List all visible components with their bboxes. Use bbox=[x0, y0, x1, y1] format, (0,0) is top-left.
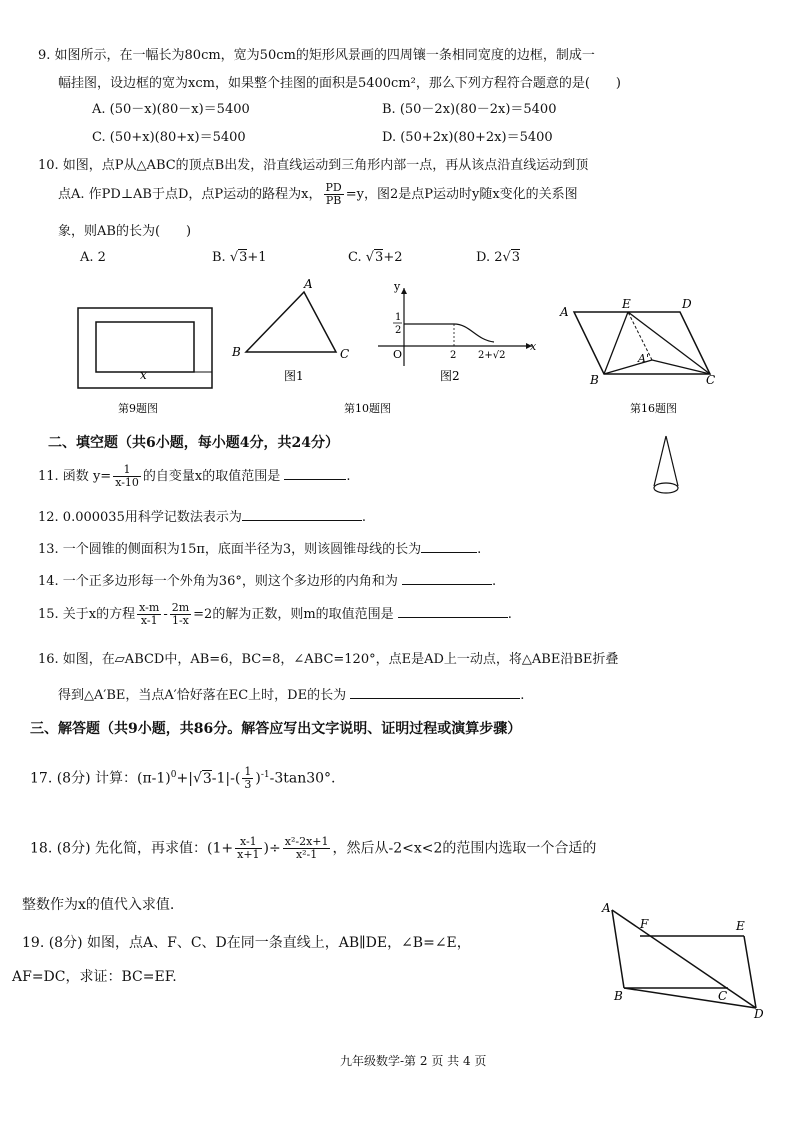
q10-stem-line3: 象，则AB的长为( ) bbox=[58, 224, 192, 239]
fig19-diagram bbox=[596, 896, 772, 1022]
page-footer: 九年级数学-第 2 页 共 4 页 bbox=[340, 1054, 487, 1068]
fig16-parallelogram bbox=[559, 297, 715, 387]
fig16-point-e: E bbox=[622, 297, 631, 311]
q9-option-d: D. (50+2x)(80+2x)＝5400 bbox=[382, 130, 553, 145]
fig10-caption-1: 图1 bbox=[284, 369, 304, 383]
fig16-point-a: A bbox=[560, 305, 569, 319]
fig19-point-f: F bbox=[640, 917, 649, 931]
q9-stem-line2: 幅挂图，设边框的宽为xcm，如果整个挂图的面积是5400cm²，那么下列方程符合题意的是( ) bbox=[58, 76, 621, 91]
fig10-point-b: B bbox=[232, 345, 241, 359]
fig16-point-a-prime: A' bbox=[638, 352, 649, 365]
fig10-point-a: A bbox=[304, 277, 313, 291]
fig10-triangle bbox=[231, 277, 349, 383]
q12: 12. 0.000035用科学记数法表示为 . bbox=[38, 510, 366, 525]
graph-half-den: 2 bbox=[395, 325, 402, 336]
q10-fraction: $\frac{PD}{PB}$ bbox=[325, 181, 342, 207]
fig16-point-b: B bbox=[590, 373, 599, 387]
q16-answer-blank[interactable] bbox=[350, 698, 520, 699]
q10-option-c: C. √3+2 bbox=[348, 250, 403, 265]
q18-line2: 整数作为x的值代入求值. bbox=[22, 897, 175, 913]
fig19-point-e: E bbox=[736, 919, 745, 933]
q19-line1: 19. (8分) 如图，点A、F、C、D在同一条直线上，AB∥DE，∠B=∠E， bbox=[22, 935, 471, 951]
q13-answer-blank[interactable] bbox=[421, 552, 477, 553]
q17: 17. (8分) 计算：$(\pi-1)^0+|√3-1|-$( $\frac{1}{3}$ )$^{-1}$-3tan30°. bbox=[30, 765, 336, 791]
figures-row bbox=[0, 276, 794, 426]
fig10-caption-2: 图2 bbox=[440, 369, 460, 383]
graph-origin: O bbox=[393, 348, 403, 361]
q9-option-a: A. (50－x)(80－x)＝5400 bbox=[92, 102, 250, 117]
q14-answer-blank[interactable] bbox=[402, 584, 492, 585]
q9-option-b: B. (50－2x)(80－2x)＝5400 bbox=[382, 102, 557, 117]
fig9-frame bbox=[78, 308, 212, 388]
fig16-point-c: C bbox=[706, 373, 716, 387]
fig10-graph bbox=[378, 280, 537, 383]
graph-tick-2-sqrt2: 2+√2 bbox=[478, 350, 506, 361]
q15-answer-blank[interactable] bbox=[398, 617, 508, 618]
q14: 14. 一个正多边形每一个外角为36°，则这个多边形的内角和为 . bbox=[38, 574, 497, 589]
fig19-point-d: D bbox=[754, 1007, 764, 1021]
graph-y-label: y bbox=[394, 280, 401, 293]
q16-line2: 得到△A′BE，当点A′恰好落在EC上时，DE的长为 . bbox=[58, 688, 525, 703]
section2-title: 二、填空题（共6小题，每小题4分，共24分） bbox=[48, 435, 339, 451]
graph-tick-2: 2 bbox=[450, 350, 457, 361]
section3-title: 三、解答题（共9小题，共86分。解答应写出文字说明、证明过程或演算步骤） bbox=[30, 721, 522, 737]
fig16-point-d: D bbox=[682, 297, 692, 311]
q10-stem-line1: 10. 如图，点P从△ABC的顶点B出发，沿直线运动到三角形内部一点，再从该点沿直线运动到顶 bbox=[38, 158, 589, 173]
q9-stem-line1: 9. 如图所示，在一幅长为80cm，宽为50cm的矩形风景画的四周镶一条相同宽度的边框，制成一 bbox=[38, 48, 595, 63]
cone-sketch bbox=[640, 432, 690, 502]
q11-answer-blank[interactable] bbox=[284, 479, 346, 480]
q12-answer-blank[interactable] bbox=[242, 520, 362, 521]
q18-line1: 18. (8分) 先化简，再求值：(1+ $\frac{x-1}{x+1}$ )÷ $\frac{\text{x²-2x+1}}{\text{x²-1}}$ ，然后从-2<x<2的范围内选取一个合适的 bbox=[30, 835, 597, 861]
fig9-caption: 第9题图 bbox=[118, 402, 158, 415]
q16-line1: 16. 如图，在▱ABCD中，AB=6，BC=8，∠ABC=120°，点E是AD上一动点，将△ABE沿BE折叠 bbox=[38, 652, 619, 667]
q10-stem-line2: 点A. 作PD⊥AB于点D，点P运动的路程为x， $\frac{PD}{PB}$ =y，图2是点P运动时y随x变化的关系图 bbox=[58, 181, 578, 207]
q13: 13. 一个圆锥的侧面积为15π，底面半径为3，则该圆锥母线的长为 . bbox=[38, 542, 482, 557]
q19-line2: AF=DC，求证：BC=EF. bbox=[12, 969, 177, 985]
q9-option-c: C. (50+x)(80+x)＝5400 bbox=[92, 130, 246, 145]
q15: 15. 关于x的方程 $\frac{x-m}{x-1}$ - $\frac{2m}{1-x}$ =2的解为正数，则m的取值范围是 . bbox=[38, 601, 512, 627]
q10-option-a: A. 2 bbox=[80, 250, 106, 265]
fig19-point-a: A bbox=[602, 901, 611, 915]
graph-half-num: 1 bbox=[395, 312, 402, 323]
fig9-label-x: x bbox=[140, 368, 147, 382]
q10-option-d: D. 2√3 bbox=[476, 250, 521, 265]
fig19-point-b: B bbox=[614, 989, 623, 1003]
fig16-caption: 第16题图 bbox=[630, 402, 677, 415]
graph-x-label: x bbox=[530, 340, 537, 353]
q10-option-b: B. √3+1 bbox=[212, 250, 267, 265]
fig19-point-c: C bbox=[718, 989, 728, 1003]
fig10-point-c: C bbox=[340, 347, 350, 361]
fig10-caption: 第10题图 bbox=[344, 402, 391, 415]
q11: 11. 函数 y= $\frac{1}{x-10}$ 的自变量x的取值范围是 . bbox=[38, 463, 351, 489]
